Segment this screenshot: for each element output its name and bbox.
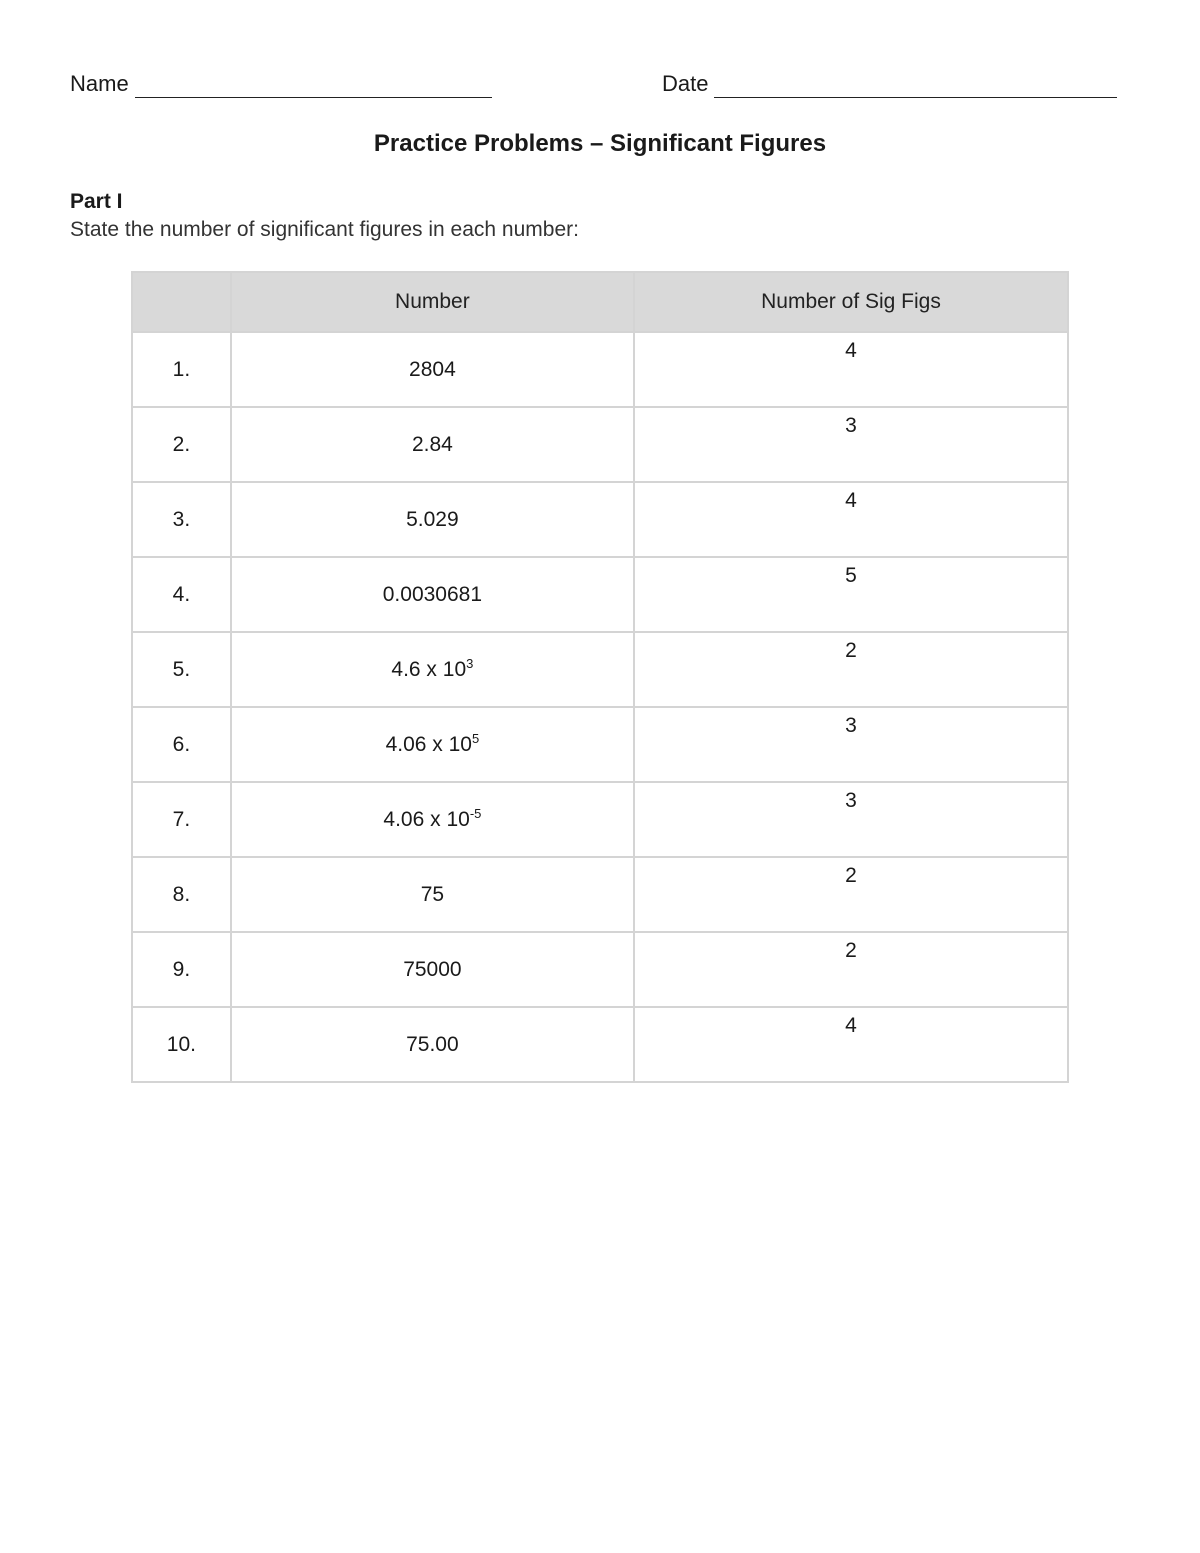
row-answer[interactable] — [634, 557, 1068, 632]
number-base: 2.84 — [411, 432, 453, 456]
answer-text: 2 — [845, 939, 857, 962]
page-title: Practice Problems – Significant Figures — [373, 130, 827, 157]
table-row — [132, 1007, 1068, 1082]
row-index: 10. — [132, 1007, 231, 1082]
row-answer[interactable] — [634, 632, 1068, 707]
row-number — [231, 407, 634, 482]
answer-text: 3 — [845, 414, 857, 437]
table-row — [132, 407, 1068, 482]
row-index: 7. — [132, 782, 231, 857]
number-exponent: -5 — [469, 805, 482, 821]
row-index: 4. — [132, 557, 231, 632]
row-number — [231, 557, 634, 632]
instructions-text: State the number of significant figures in each number: — [70, 218, 579, 241]
header-cell-index — [132, 272, 231, 332]
row-index: 8. — [132, 857, 231, 932]
table-row — [132, 782, 1068, 857]
number-base: 4.06 x 10 — [385, 732, 472, 756]
answer-text: 3 — [845, 714, 857, 737]
table-row — [132, 932, 1068, 1007]
number-base: 75000 — [403, 957, 462, 981]
answer-text: 3 — [845, 789, 857, 812]
answer-text: 4 — [845, 339, 857, 362]
name-label: Name — [70, 71, 129, 96]
table-row — [132, 557, 1068, 632]
header-cell-sig-figs: Number of Sig Figs — [634, 272, 1068, 332]
name-field — [70, 70, 492, 98]
row-number — [231, 707, 634, 782]
row-number — [231, 932, 634, 1007]
number-base: 4.6 x 10 — [391, 657, 467, 681]
row-answer[interactable] — [634, 482, 1068, 557]
row-index: 9. — [132, 932, 231, 1007]
row-answer[interactable] — [634, 332, 1068, 407]
number-base: 4.06 x 10 — [383, 807, 470, 831]
row-answer[interactable] — [634, 707, 1068, 782]
row-answer[interactable] — [634, 1007, 1068, 1082]
number-base: 75 — [420, 882, 445, 906]
row-number — [231, 332, 634, 407]
answer-text: 2 — [845, 639, 857, 662]
row-number — [231, 632, 634, 707]
row-number — [231, 857, 634, 932]
header-cell-number: Number — [231, 272, 634, 332]
table-row — [132, 632, 1068, 707]
row-index: 5. — [132, 632, 231, 707]
date-field — [662, 70, 1117, 98]
row-index: 2. — [132, 407, 231, 482]
row-number — [231, 482, 634, 557]
number-exponent: 5 — [471, 730, 480, 746]
number-base: 5.029 — [406, 507, 459, 531]
table-header-row — [132, 272, 1068, 332]
number-base: 0.0030681 — [382, 582, 483, 606]
part-heading: Part I — [70, 190, 123, 213]
answer-text: 4 — [845, 489, 857, 512]
header-fields — [70, 70, 1122, 102]
number-exponent: 3 — [466, 655, 474, 671]
row-answer[interactable] — [634, 857, 1068, 932]
answer-text: 5 — [845, 564, 857, 587]
table-row — [132, 707, 1068, 782]
date-label: Date — [662, 71, 709, 96]
table-row — [132, 857, 1068, 932]
name-blank-line[interactable] — [135, 73, 492, 98]
answer-text: 2 — [845, 864, 857, 887]
row-index: 3. — [132, 482, 231, 557]
answer-text: 4 — [845, 1014, 857, 1037]
number-base: 75.00 — [406, 1032, 459, 1056]
row-answer[interactable] — [634, 932, 1068, 1007]
table-row — [132, 332, 1068, 407]
date-blank-line[interactable] — [714, 73, 1117, 98]
row-number — [231, 782, 634, 857]
number-base: 2804 — [409, 357, 456, 381]
table-row — [132, 482, 1068, 557]
row-index: 6. — [132, 707, 231, 782]
sig-figs-table — [131, 271, 1069, 1083]
row-answer[interactable] — [634, 782, 1068, 857]
row-number — [231, 1007, 634, 1082]
row-index: 1. — [132, 332, 231, 407]
row-answer[interactable] — [634, 407, 1068, 482]
